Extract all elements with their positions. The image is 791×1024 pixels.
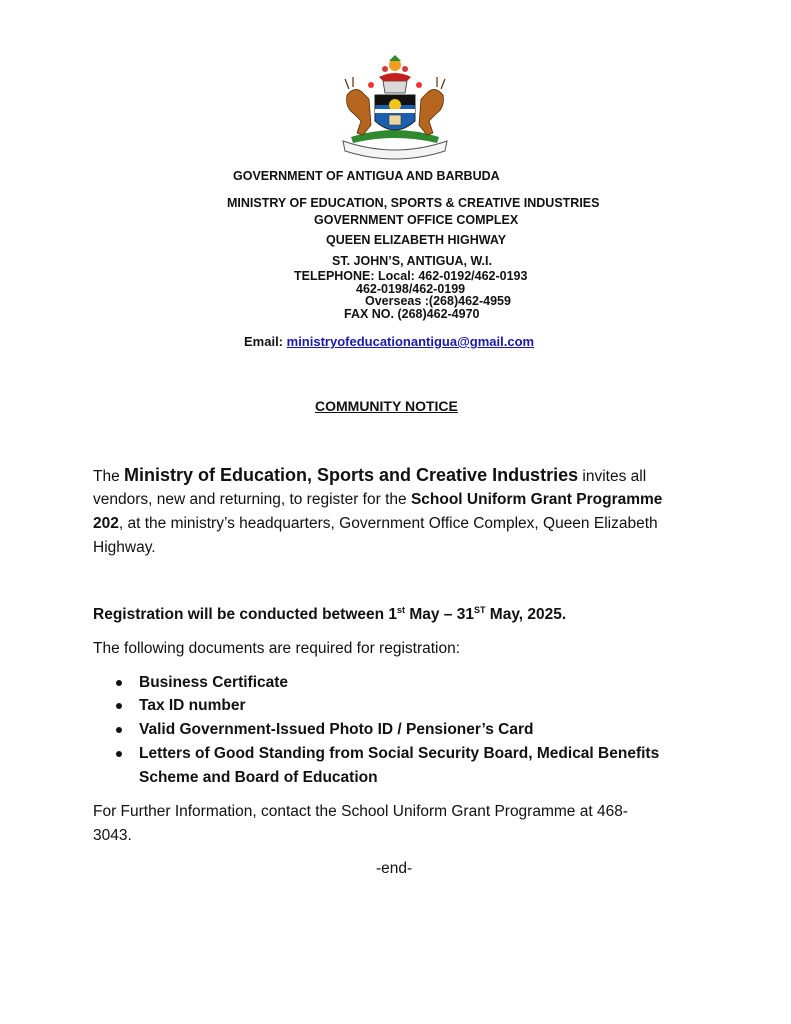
email-label: Email: [244,334,284,349]
p1-line3-text: , at the ministry’s headquarters, Government Office Complex, Queen Elizabeth [118,515,658,532]
paragraph-1-line-4: Highway. [93,539,156,556]
p1-text-a: The [93,468,125,485]
office-heading: GOVERNMENT OFFICE COMPLEX [314,213,519,227]
end-marker: -end- [376,860,413,877]
bullet-icon [116,703,122,709]
reg-text-a: Registration will be conducted between 1 [93,606,398,623]
paragraph-1-line-2 [93,488,662,512]
highway-heading: QUEEN ELIZABETH HIGHWAY [326,233,507,247]
telephone-local-2: 462-0198/462-0199 [356,282,466,296]
document-item: Valid Government-Issued Photo ID / Pensioner’s Card [139,721,534,738]
paragraph-1-line-3 [93,512,658,536]
document-item: Scheme and Board of Education [139,769,378,786]
further-info-line-1: For Further Information, contact the School Uniform Grant Programme at 468- [93,803,628,820]
p1-text-b: invites all [578,468,647,485]
registration-dates [93,603,566,627]
coat-of-arms-crest [333,55,457,161]
notice-title: COMMUNITY NOTICE [315,398,458,414]
bullet-icon [116,727,122,733]
document-item: Business Certificate [139,674,289,691]
further-info-line-2: 3043. [93,827,132,844]
telephone-local: TELEPHONE: Local: 462-0192/462-0193 [294,269,528,283]
email-line [244,335,534,349]
telephone-overseas: Overseas :(268)462-4959 [365,294,511,308]
bullet-icon [116,751,122,757]
programme-name: School Uniform Grant Programme [410,491,663,508]
documents-intro: The following documents are required for registration: [93,640,461,657]
p1-line2-text: vendors, new and returning, to register for the [93,491,411,508]
programme-year: 202 [93,515,119,532]
bullet-icon [116,680,122,686]
government-heading: GOVERNMENT OF ANTIGUA AND BARBUDA [233,169,500,183]
reg-text-b: May – 31 [405,606,474,623]
fax-number: FAX NO. (268)462-4970 [344,307,480,321]
city-heading: ST. JOHN’S, ANTIGUA, W.I. [332,254,492,268]
ministry-name: Ministry of Education, Sports and Creative Industries [124,465,579,485]
ministry-heading: MINISTRY OF EDUCATION, SPORTS & CREATIVE INDUSTRIES [227,196,600,210]
document-item: Tax ID number [139,697,246,714]
paragraph-1-line-1 [93,463,646,489]
reg-sup-2: ST [473,604,486,615]
reg-sup-1: st [397,604,406,615]
reg-text-c: May, 2025. [485,606,567,623]
document-item: Letters of Good Standing from Social Security Board, Medical Benefits [139,745,660,762]
email-link[interactable]: ministryofeducationantigua@gmail.com [286,334,535,349]
